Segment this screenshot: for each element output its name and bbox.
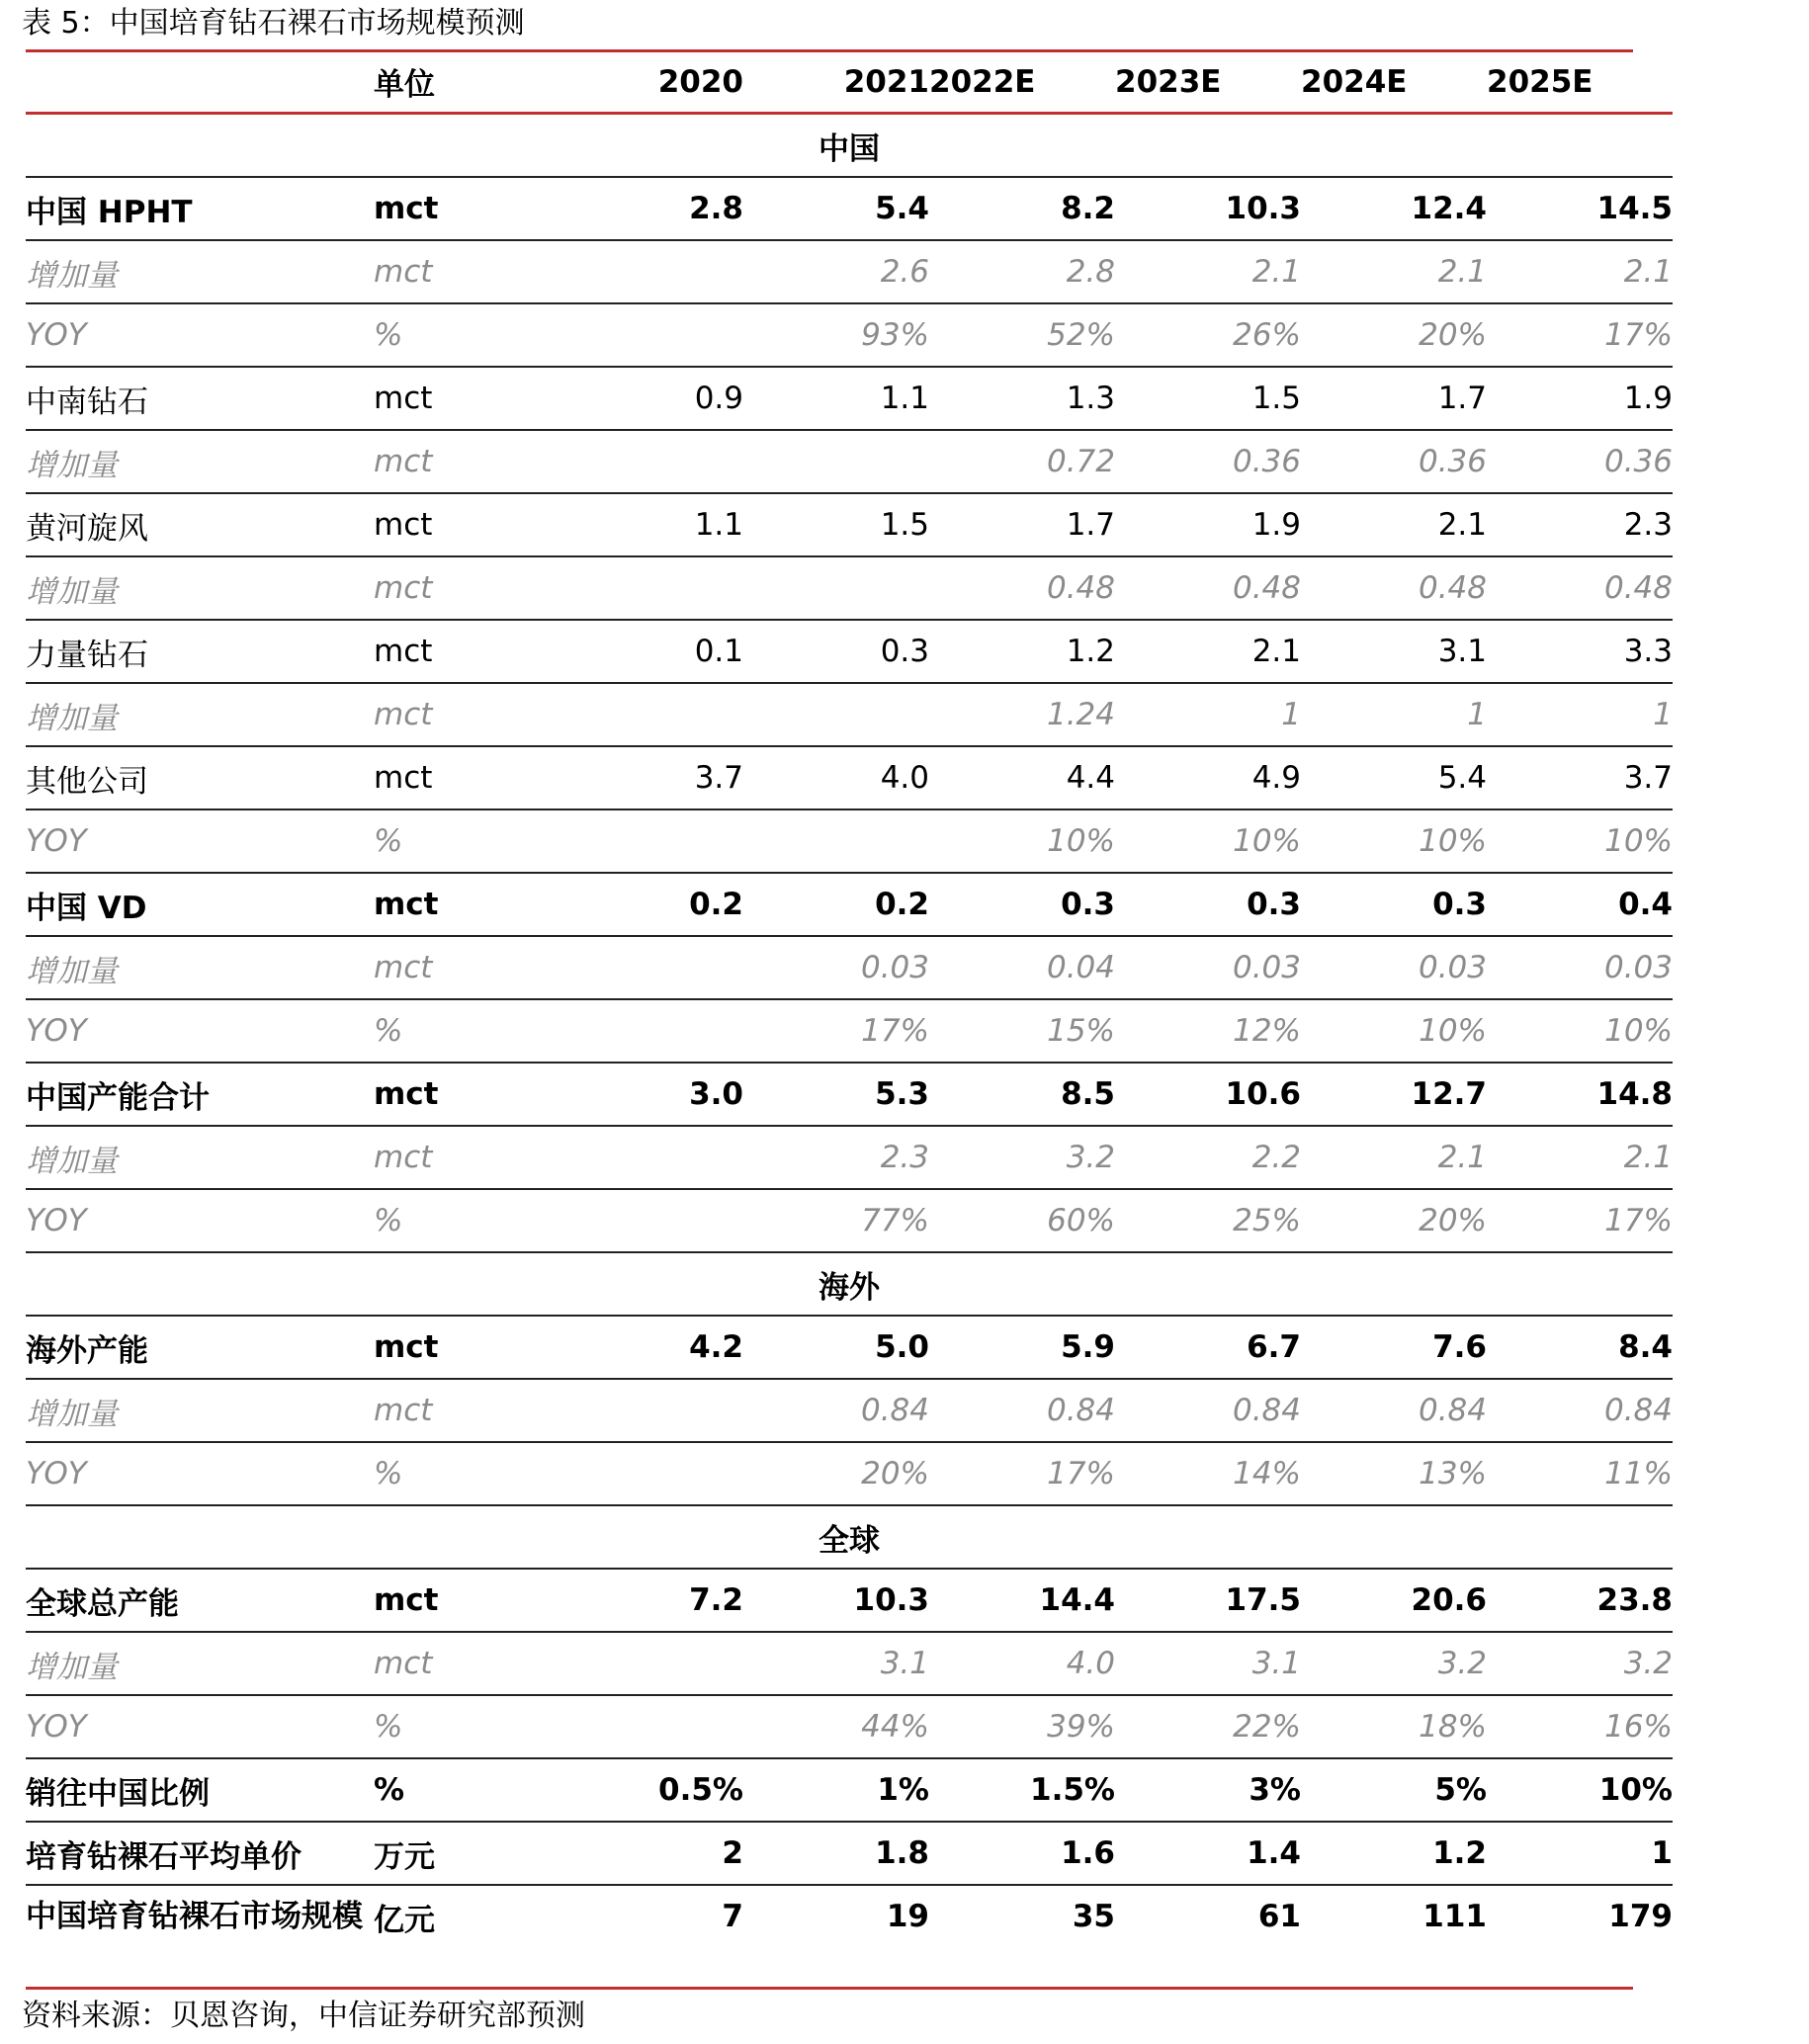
- table-row: [26, 1063, 1673, 1126]
- table-row: [26, 1885, 1673, 1947]
- header-year: 2025E: [1487, 51, 1673, 114]
- row-unit: mct: [374, 493, 558, 556]
- value-cell: 0.03: [1487, 936, 1673, 999]
- value-cell: 2.1: [1115, 240, 1301, 303]
- row-unit: 亿元: [374, 1902, 435, 1938]
- value-cell: 5.3: [743, 1063, 929, 1126]
- table-row: [26, 556, 1673, 620]
- value-cell: 0.36: [1487, 430, 1673, 493]
- value-cell: 1.9: [1115, 493, 1301, 556]
- value-cell: 14%: [1115, 1442, 1301, 1505]
- row-label: 增加量: [26, 1126, 374, 1189]
- value-cell: 0.48: [1115, 556, 1301, 620]
- value-cell: 11%: [1487, 1442, 1673, 1505]
- row-unit: mct: [374, 746, 558, 809]
- table-caption: 表 5：中国培育钻石裸石市场规模预测: [22, 6, 525, 41]
- value-cell: 10%: [1487, 999, 1673, 1063]
- value-cell: 0.03: [1301, 936, 1487, 999]
- section-row-overseas: [26, 1252, 1673, 1316]
- value-cell: [558, 303, 743, 367]
- row-label: 中南钻石: [26, 367, 374, 430]
- value-cell: [743, 809, 929, 873]
- value-cell: 3.2: [1301, 1632, 1487, 1695]
- value-cell: [558, 1442, 743, 1505]
- row-unit: %: [374, 1695, 558, 1758]
- market-forecast-table: [26, 51, 1673, 1947]
- value-cell: 1.1: [743, 367, 929, 430]
- value-cell: 20%: [1301, 303, 1487, 367]
- section-row-global: [26, 1505, 1673, 1569]
- value-cell: 14.4: [929, 1569, 1115, 1632]
- table-row: [26, 493, 1673, 556]
- value-cell: 17%: [1487, 1189, 1673, 1252]
- value-cell: 1.5: [743, 493, 929, 556]
- value-cell: 5.9: [929, 1316, 1115, 1379]
- value-cell: 7.2: [558, 1569, 743, 1632]
- value-cell: 3.1: [1301, 620, 1487, 683]
- table-row: [26, 1442, 1673, 1505]
- row-unit: mct: [374, 1063, 558, 1126]
- value-cell: 10%: [929, 809, 1115, 873]
- row-label: 中国产能合计: [26, 1063, 374, 1126]
- value-cell: 0.48: [929, 556, 1115, 620]
- value-cell: 2.3: [743, 1126, 929, 1189]
- value-cell: 0.2: [743, 873, 929, 936]
- value-cell: 0.5%: [558, 1758, 743, 1822]
- value-cell: 0.3: [743, 620, 929, 683]
- row-label: YOY: [26, 1695, 374, 1758]
- value-cell: 1.6: [929, 1822, 1115, 1885]
- value-cell: 12.4: [1301, 177, 1487, 240]
- value-cell: 2.3: [1487, 493, 1673, 556]
- header-year: 2022E: [929, 51, 1115, 114]
- table-row: [26, 1379, 1673, 1442]
- row-label: YOY: [26, 303, 374, 367]
- row-unit: mct: [374, 177, 558, 240]
- row-label: YOY: [26, 1189, 374, 1252]
- row-unit: mct: [374, 1379, 558, 1442]
- value-cell: 0.3: [1115, 873, 1301, 936]
- value-cell: 0.84: [929, 1379, 1115, 1442]
- row-unit: %: [374, 1758, 558, 1822]
- row-label: 全球总产能: [26, 1569, 374, 1632]
- value-cell: 1.2: [929, 620, 1115, 683]
- value-cell: 6.7: [1115, 1316, 1301, 1379]
- table-row: [26, 683, 1673, 746]
- value-cell: [743, 430, 929, 493]
- table-row: [26, 303, 1673, 367]
- value-cell: [558, 1632, 743, 1695]
- value-cell: 52%: [929, 303, 1115, 367]
- header-label-cell: [26, 51, 374, 114]
- value-cell: [558, 1189, 743, 1252]
- value-cell: 179: [1608, 1899, 1673, 1934]
- row-label: 中国 VD: [26, 873, 374, 936]
- value-cell: 17%: [743, 999, 929, 1063]
- value-cell: [558, 936, 743, 999]
- value-cell: 3.0: [558, 1063, 743, 1126]
- value-cell: 0.72: [929, 430, 1115, 493]
- row-unit: mct: [374, 1316, 558, 1379]
- value-cell: 8.2: [929, 177, 1115, 240]
- value-cell: 1.24: [929, 683, 1115, 746]
- value-cell: 2.1: [1487, 240, 1673, 303]
- table-row: [26, 240, 1673, 303]
- value-cell: [558, 430, 743, 493]
- value-cell: 22%: [1115, 1695, 1301, 1758]
- header-year: 2021: [743, 51, 929, 114]
- value-cell: 16%: [1487, 1695, 1673, 1758]
- row-unit: mct: [374, 1632, 558, 1695]
- header-unit: 单位: [374, 51, 558, 114]
- value-cell: 5.0: [743, 1316, 929, 1379]
- value-cell: 0.84: [1115, 1379, 1301, 1442]
- table-row: [26, 1822, 1673, 1885]
- value-cell: 12%: [1115, 999, 1301, 1063]
- value-cell: 1: [1115, 683, 1301, 746]
- value-cell: 1: [1301, 683, 1487, 746]
- row-unit: mct: [374, 1569, 558, 1632]
- value-cell: 10.3: [743, 1569, 929, 1632]
- value-cell: 17.5: [1115, 1569, 1301, 1632]
- value-cell: 10%: [1487, 809, 1673, 873]
- value-cell: 2.8: [558, 177, 743, 240]
- value-cell: 10%: [1301, 809, 1487, 873]
- row-label: 其他公司: [26, 746, 374, 809]
- row-label: 增加量: [26, 683, 374, 746]
- value-cell: 26%: [1115, 303, 1301, 367]
- row-unit: mct: [374, 367, 558, 430]
- value-cell: 0.36: [1301, 430, 1487, 493]
- value-cell: 93%: [743, 303, 929, 367]
- value-cell: 1.2: [1301, 1822, 1487, 1885]
- value-cell: 20%: [743, 1442, 929, 1505]
- row-label: 中国 HPHT: [26, 177, 374, 240]
- value-cell: 3.2: [1487, 1632, 1673, 1695]
- value-cell: [558, 1126, 743, 1189]
- value-cell: 0.48: [1487, 556, 1673, 620]
- value-cell: 10%: [1301, 999, 1487, 1063]
- table-row: [26, 177, 1673, 240]
- value-cell: 8.5: [929, 1063, 1115, 1126]
- row-unit: %: [374, 303, 558, 367]
- table-row: [26, 809, 1673, 873]
- row-label: 增加量: [26, 240, 374, 303]
- table-row: [26, 936, 1673, 999]
- table-row: [26, 1695, 1673, 1758]
- section-row-china: [26, 114, 1673, 178]
- bottom-rule: [26, 1987, 1633, 1990]
- value-cell: 3.7: [558, 746, 743, 809]
- value-cell: [558, 809, 743, 873]
- row-label: YOY: [26, 999, 374, 1063]
- table-row: [26, 1316, 1673, 1379]
- value-cell: 13%: [1301, 1442, 1487, 1505]
- value-cell: 14.5: [1487, 177, 1673, 240]
- table-row: [26, 1758, 1673, 1822]
- value-cell: 12.7: [1301, 1063, 1487, 1126]
- value-cell: 61: [1257, 1899, 1301, 1934]
- value-cell: 17%: [929, 1442, 1115, 1505]
- value-cell: 19: [886, 1899, 929, 1934]
- value-cell: 10.3: [1115, 177, 1301, 240]
- value-cell: 0.36: [1115, 430, 1301, 493]
- table-row: [26, 873, 1673, 936]
- row-unit: mct: [374, 240, 558, 303]
- value-cell: 0.4: [1487, 873, 1673, 936]
- table-row: [26, 430, 1673, 493]
- row-unit: mct: [374, 936, 558, 999]
- value-cell: 5.4: [743, 177, 929, 240]
- value-cell: [558, 1695, 743, 1758]
- value-cell: 0.03: [1115, 936, 1301, 999]
- value-cell: 0.04: [929, 936, 1115, 999]
- section-title: 全球: [26, 1505, 1673, 1569]
- value-cell: 2.1: [1301, 240, 1487, 303]
- section-title: 中国: [26, 114, 1673, 178]
- value-cell: [558, 999, 743, 1063]
- value-cell: 20%: [1301, 1189, 1487, 1252]
- section-title: 海外: [26, 1252, 1673, 1316]
- value-cell: 0.3: [1301, 873, 1487, 936]
- row-unit: mct: [374, 683, 558, 746]
- row-label: 增加量: [26, 556, 374, 620]
- value-cell: 25%: [1115, 1189, 1301, 1252]
- row-unit: %: [374, 1189, 558, 1252]
- value-cell: 0.9: [558, 367, 743, 430]
- row-label: 销往中国比例: [26, 1758, 374, 1822]
- table-row: [26, 620, 1673, 683]
- value-cell: 0.84: [1301, 1379, 1487, 1442]
- row-unit: %: [374, 809, 558, 873]
- value-cell: 2.2: [1115, 1126, 1301, 1189]
- value-cell: 17%: [1487, 303, 1673, 367]
- table-row: [26, 1126, 1673, 1189]
- value-cell: 0.1: [558, 620, 743, 683]
- row-label: 增加量: [26, 430, 374, 493]
- row-unit: mct: [374, 873, 558, 936]
- value-cell: 1.8: [743, 1822, 929, 1885]
- value-cell: 15%: [929, 999, 1115, 1063]
- value-cell: 10%: [1115, 809, 1301, 873]
- header-year: 2024E: [1301, 51, 1487, 114]
- value-cell: 1%: [743, 1758, 929, 1822]
- value-cell: 77%: [743, 1189, 929, 1252]
- value-cell: 2.8: [929, 240, 1115, 303]
- value-cell: 2.1: [1301, 493, 1487, 556]
- table-row: [26, 1189, 1673, 1252]
- value-cell: 8.4: [1487, 1316, 1673, 1379]
- value-cell: 3%: [1115, 1758, 1301, 1822]
- table-row: [26, 1632, 1673, 1695]
- value-cell: 3.2: [929, 1126, 1115, 1189]
- value-cell: [558, 683, 743, 746]
- value-cell: 7.6: [1301, 1316, 1487, 1379]
- row-unit: %: [374, 1442, 558, 1505]
- value-cell: 1.4: [1115, 1822, 1301, 1885]
- value-cell: 5%: [1301, 1758, 1487, 1822]
- header-year: 2020: [558, 51, 743, 114]
- value-cell: 3.3: [1487, 620, 1673, 683]
- value-cell: [743, 556, 929, 620]
- value-cell: 14.8: [1487, 1063, 1673, 1126]
- value-cell: 3.1: [1115, 1632, 1301, 1695]
- value-cell: 4.9: [1115, 746, 1301, 809]
- value-cell: 23.8: [1487, 1569, 1673, 1632]
- value-cell: 35: [1072, 1899, 1115, 1934]
- value-cell: [558, 240, 743, 303]
- value-cell: 0.48: [1301, 556, 1487, 620]
- value-cell: [743, 683, 929, 746]
- value-cell: 10.6: [1115, 1063, 1301, 1126]
- value-cell: 1.7: [929, 493, 1115, 556]
- row-label: 中国培育钻裸石市场规模: [26, 1899, 363, 1934]
- table-row: [26, 999, 1673, 1063]
- value-cell: 0.2: [558, 873, 743, 936]
- source-note: 资料来源：贝恩咨询，中信证券研究部预测: [22, 1999, 585, 2033]
- value-cell: 44%: [743, 1695, 929, 1758]
- row-label: 海外产能: [26, 1316, 374, 1379]
- value-cell: 2.1: [1301, 1126, 1487, 1189]
- table-row: [26, 367, 1673, 430]
- value-cell: 4.2: [558, 1316, 743, 1379]
- value-cell: 1: [1487, 683, 1673, 746]
- value-cell: 0.03: [743, 936, 929, 999]
- row-unit: 万元: [374, 1822, 558, 1885]
- row-label: 增加量: [26, 1379, 374, 1442]
- value-cell: 2: [558, 1822, 743, 1885]
- value-cell: 3.1: [743, 1632, 929, 1695]
- value-cell: 10%: [1487, 1758, 1673, 1822]
- value-cell: 3.7: [1487, 746, 1673, 809]
- value-cell: 1: [1487, 1822, 1673, 1885]
- value-cell: 60%: [929, 1189, 1115, 1252]
- value-cell: 39%: [929, 1695, 1115, 1758]
- row-unit: mct: [374, 556, 558, 620]
- value-cell: 0.84: [743, 1379, 929, 1442]
- value-cell: 111: [1422, 1899, 1487, 1934]
- row-label: 增加量: [26, 936, 374, 999]
- value-cell: 2.1: [1115, 620, 1301, 683]
- value-cell: 0.3: [929, 873, 1115, 936]
- value-cell: 18%: [1301, 1695, 1487, 1758]
- value-cell: 4.0: [743, 746, 929, 809]
- row-label: YOY: [26, 1442, 374, 1505]
- row-label: 增加量: [26, 1632, 374, 1695]
- value-cell: 1.5: [1115, 367, 1301, 430]
- value-cell: 2.6: [743, 240, 929, 303]
- row-unit: mct: [374, 1126, 558, 1189]
- header-year: 2023E: [1115, 51, 1301, 114]
- value-cell: 5.4: [1301, 746, 1487, 809]
- value-cell: [558, 556, 743, 620]
- value-cell: [558, 1379, 743, 1442]
- row-label: 黄河旋风: [26, 493, 374, 556]
- value-cell: 1.1: [558, 493, 743, 556]
- table-header-row: [26, 51, 1673, 114]
- value-cell: 0.84: [1487, 1379, 1673, 1442]
- table-row: [26, 746, 1673, 809]
- value-cell: 1.9: [1487, 367, 1673, 430]
- row-label: 培育钻裸石平均单价: [26, 1822, 374, 1885]
- value-cell: 2.1: [1487, 1126, 1673, 1189]
- row-label: YOY: [26, 809, 374, 873]
- value-cell: 4.0: [929, 1632, 1115, 1695]
- row-label: 力量钻石: [26, 620, 374, 683]
- row-unit: mct: [374, 620, 558, 683]
- value-cell: 4.4: [929, 746, 1115, 809]
- value-cell: 1.3: [929, 367, 1115, 430]
- value-cell: 20.6: [1301, 1569, 1487, 1632]
- value-cell: 7: [722, 1899, 743, 1934]
- row-unit: %: [374, 999, 558, 1063]
- value-cell: 1.5%: [929, 1758, 1115, 1822]
- value-cell: 1.7: [1301, 367, 1487, 430]
- table-row: [26, 1569, 1673, 1632]
- row-unit: mct: [374, 430, 558, 493]
